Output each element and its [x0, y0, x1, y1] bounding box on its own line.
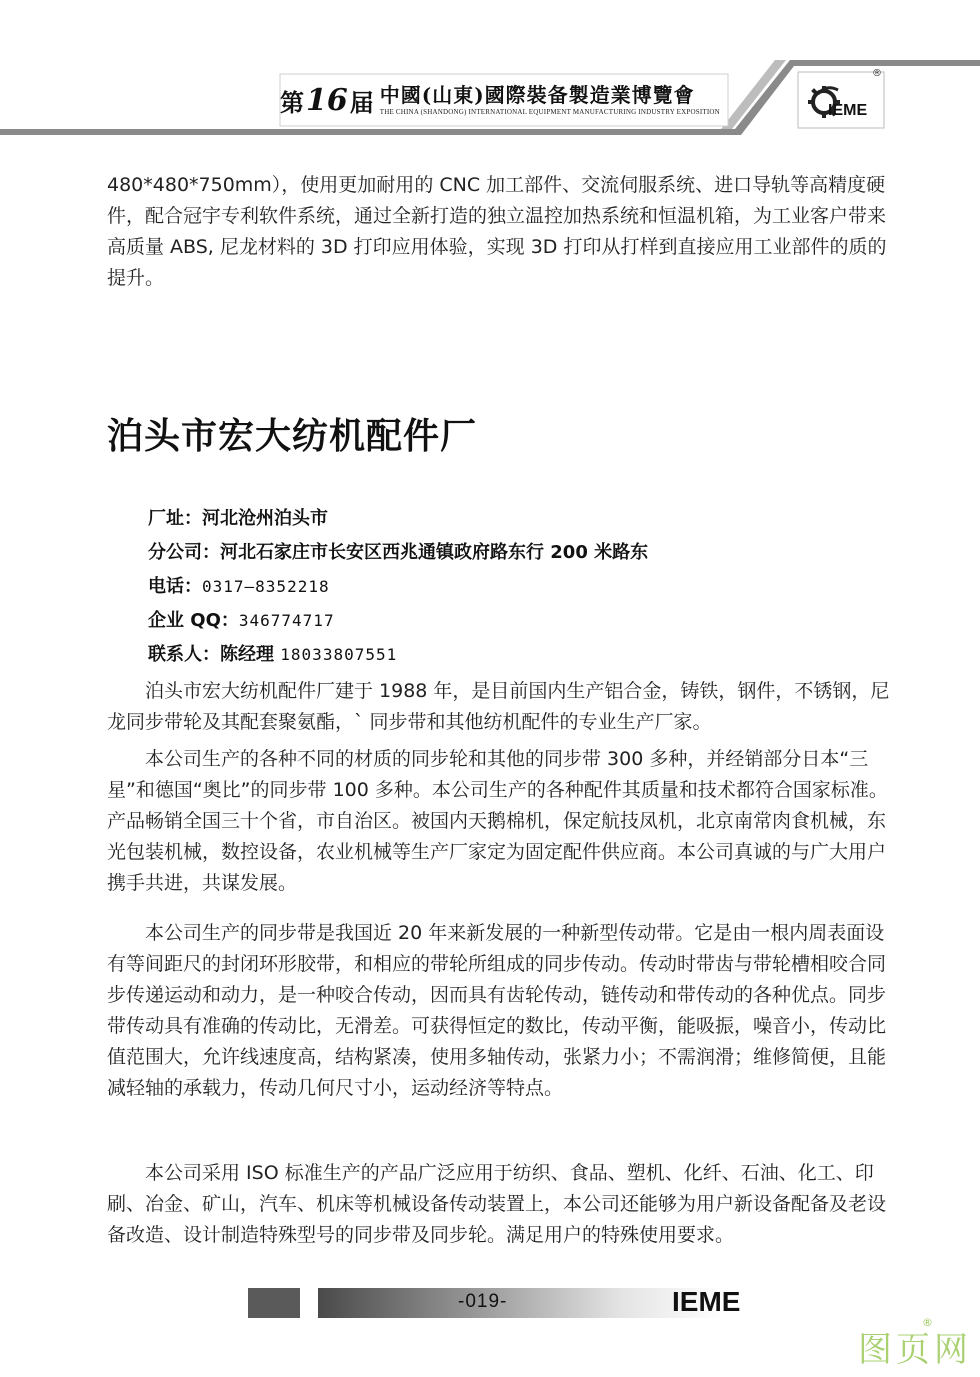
page-number: -019- [458, 1291, 508, 1312]
expo-name-en: THE CHINA (SHANDONG) INTERNATIONAL EQUIPMENT MANUFACTURING INDUSTRY EXPOSITION [379, 108, 720, 116]
info-qq [148, 604, 335, 638]
info-label: 企业 QQ： [148, 610, 239, 631]
watermark: 图页网 [858, 1330, 972, 1370]
footer-brand: IEME [672, 1286, 741, 1317]
ieme-logo [800, 72, 886, 128]
expo-name-block [380, 83, 720, 117]
info-phone [148, 570, 330, 604]
info-value: 346774717 [238, 611, 335, 630]
info-branch [148, 536, 648, 570]
body-paragraph-1: 泊头市宏大纺机配件厂建于 1988 年，是目前国内生产铝合金，铸铁，钢件，不锈钢，尼龙同步带轮及其配套聚氨酯，` 同步带和其他纺机配件的专业生产厂家。 [107, 680, 890, 733]
expo-title-banner [280, 74, 730, 126]
watermark-registered-mark: ® [922, 1316, 933, 1329]
info-value: 18033807551 [280, 645, 398, 664]
logo-text: IEME [828, 102, 868, 119]
info-contact [148, 638, 397, 672]
info-value: 0317—8352218 [202, 577, 330, 596]
company-title: 泊头市宏大纺机配件厂 [107, 416, 478, 457]
info-label: 厂址： [148, 508, 202, 529]
info-label: 联系人：陈经理 [148, 644, 281, 665]
body-paragraph-3: 本公司生产的同步带是我国近 20 年来新发展的一种新型传动带。它是由一根内周表面设有等间距尺的封闭环形胶带，和相应的带轮所组成的同步传动。传动时带齿与带轮槽相咬合同步传递运动和动力，是一种咬合传动，因而具有齿轮传动，链传动和带传动的各种优点。同步带传动具有准确的传动比，无滑差。可获得恒定的数比，传动平衡，能吸振，噪音小，传动比值范围大，允许线速度高，结构紧凑，使用多轴传动，张紧力小；不需润滑；维修简便，且能减轻轴的承载力，传动几何尺寸小，运动经济等特点。 [107, 922, 887, 1099]
info-label: 分公司： [148, 542, 220, 563]
edition-prefix: 第 [280, 87, 304, 117]
info-label: 电话： [148, 576, 202, 597]
footer-gradient-bar [318, 1288, 723, 1318]
info-value: 河北石家庄市长安区西兆通镇政府路东行 200 米路东 [220, 542, 649, 563]
edition-number: 16 [306, 82, 348, 118]
info-value: 河北沧州泊头市 [202, 508, 328, 529]
info-address [148, 502, 328, 536]
edition-suffix: 届 [349, 87, 374, 117]
footer-block-dark [248, 1288, 300, 1318]
registered-mark: ® [872, 68, 882, 79]
intro-paragraph: 480*480*750mm），使用更加耐用的 CNC 加工部件、交流伺服系统、进口导轨等高精度硬件，配合冠宇专利软件系统，通过全新打造的独立温控加热系统和恒温机箱，为工业客户带来高质量 ABS, 尼龙材料的 3D 打印应用体验，实现 3D 打印从打样到直接应用工业部件的质的提升。 [107, 174, 887, 289]
body-paragraph-2: 本公司生产的各种不同的材质的同步轮和其他的同步带 300 多种，并经销部分日本“三星”和德国“奥比”的同步带 100 多种。本公司生产的各种配件其质量和技术都符合国家标准。产品畅销全国三十个省，市自治区。被国内天鹅棉机，保定航技凤机，北京南常肉食机械，东光包装机械，数控设备，农业机械等生产厂家定为固定配件供应商。本公司真诚的与广大用户携手共进，共谋发展。 [107, 748, 888, 894]
expo-name-cn: 中國(山東)國際裝备製造業博覽會 [379, 83, 695, 107]
body-paragraph-4: 本公司采用 ISO 标准生产的产品广泛应用于纺织、食品、塑机、化纤、石油、化工、印刷、冶金、矿山，汽车、机床等机械设备传动装置上，本公司还能够为用户新设备配备及老设备改造、设计制造特殊型号的同步带及同步轮。满足用户的特殊使用要求。 [107, 1162, 887, 1246]
